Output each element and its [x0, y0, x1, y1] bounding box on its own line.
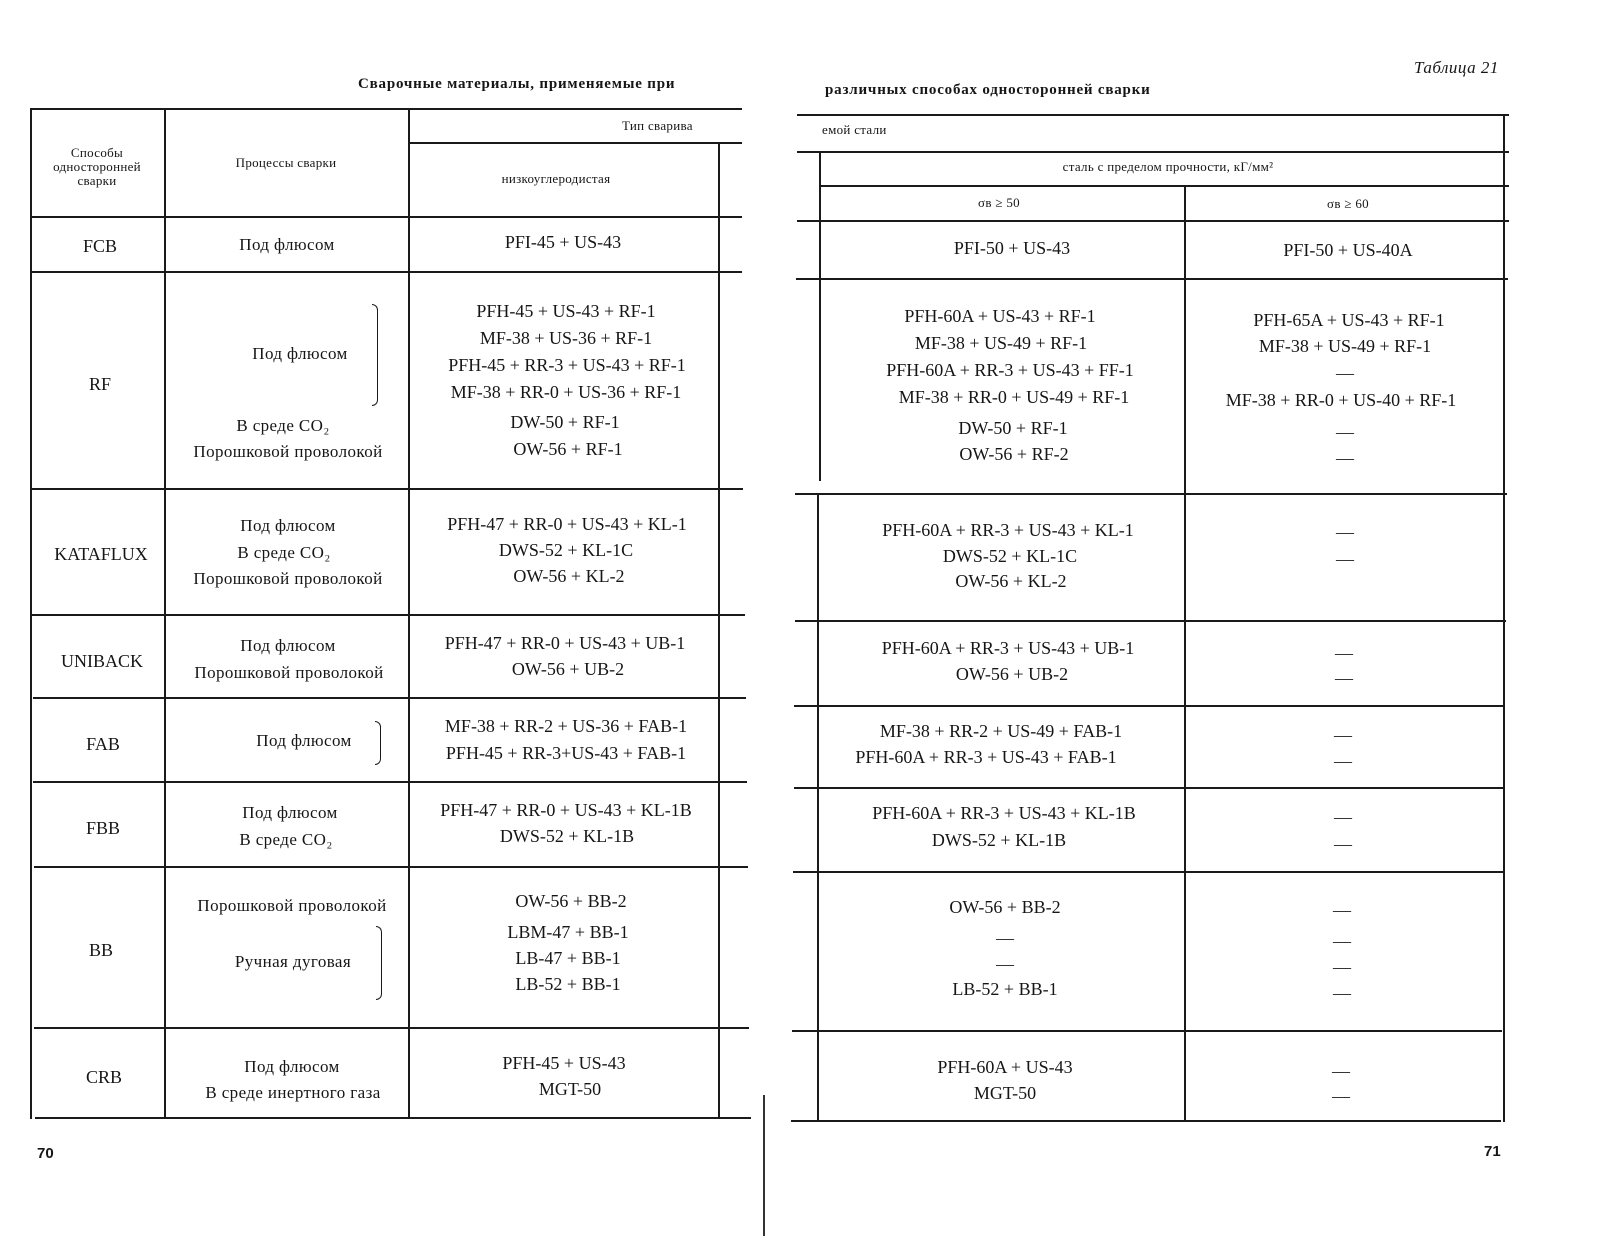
combo-cell: MF-38 + RR-2 + US-36 + FAB-1 — [444, 716, 688, 736]
dash-cell: — — [1333, 900, 1351, 920]
row-rule — [30, 271, 742, 273]
dash-cell: — — [1334, 834, 1352, 854]
header-steel-cont: емой стали — [822, 122, 887, 137]
combo-cell: PFH-60A + RR-3 + US-43 + FF-1 — [886, 360, 1134, 380]
dash-cell: — — [1333, 983, 1351, 1003]
row-rule — [31, 488, 743, 490]
process-cell: Порошковой проволокой — [194, 663, 384, 682]
combo-cell: PFH-60A + RR-3 + US-43 + KL-1B — [872, 803, 1136, 823]
dash-cell: — — [1336, 448, 1354, 468]
combo-cell: MF-38 + US-49 + RF-1 — [914, 333, 1088, 353]
combo-cell: MGT-50 — [538, 1079, 602, 1099]
row-rule — [32, 614, 745, 616]
dash-cell: — — [1336, 422, 1354, 442]
combo-cell: PFH-45 + US-43 + RF-1 — [476, 301, 656, 321]
combo-cell: DWS-52 + KL-1C — [498, 540, 634, 560]
col-rule — [30, 108, 32, 1119]
process-cell: В среде CO₂ — [236, 416, 330, 435]
table-top-rule — [797, 114, 1509, 116]
dash-cell: — — [1335, 668, 1353, 688]
combo-cell: MF-38 + RR-0 + US-49 + RF-1 — [898, 387, 1130, 407]
combo-cell: OW-56 + UB-2 — [955, 664, 1069, 684]
header-bottom-rule — [797, 220, 1509, 222]
row-rule — [34, 866, 748, 868]
combo-cell: PFH-47 + RR-0 + US-43 + UB-1 — [444, 633, 686, 653]
process-cell: В среде инертного газа — [205, 1083, 381, 1102]
method-cell: FBB — [85, 818, 121, 838]
row-rule — [796, 278, 1508, 280]
header-sub-rule — [410, 142, 742, 144]
brace-icon — [376, 926, 382, 1000]
combo-cell: OW-56 + KL-2 — [513, 566, 625, 586]
dash-cell: — — [1334, 751, 1352, 771]
combo-cell: DW-50 + RF-1 — [958, 418, 1068, 438]
combo-cell: PFH-60A + US-43 — [937, 1057, 1073, 1077]
header-sub-rule — [821, 185, 1509, 187]
table-bottom-rule — [791, 1120, 1501, 1122]
method-cell: FCB — [82, 236, 118, 256]
dash-cell: — — [1336, 363, 1354, 383]
combo-cell: DW-50 + RF-1 — [510, 412, 620, 432]
dash-cell: — — [1332, 1086, 1350, 1106]
combo-cell: LB-47 + BB-1 — [515, 948, 621, 968]
col-rule — [1184, 185, 1186, 1122]
process-cell: Под флюсом — [242, 803, 338, 822]
combo-cell: OW-56 + RF-2 — [959, 444, 1069, 464]
row-rule — [33, 781, 747, 783]
row-rule — [34, 1027, 749, 1029]
combo-cell: PFH-47 + RR-0 + US-43 + KL-1 — [447, 514, 687, 534]
combo-cell: DWS-52 + KL-1B — [499, 826, 635, 846]
combo-cell: MF-38 + US-49 + RF-1 — [1258, 336, 1432, 356]
process-cell: Под флюсом — [240, 516, 336, 535]
combo-cell: PFI-45 + US-43 — [504, 232, 622, 252]
dash-cell: — — [1335, 643, 1353, 663]
method-cell: RF — [88, 374, 112, 394]
row-rule — [795, 620, 1506, 622]
header-sigma60: σв ≥ 60 — [1327, 196, 1369, 211]
header-method: Способы односторонней сварки — [53, 145, 141, 188]
dash-cell: — — [1333, 931, 1351, 951]
col-rule — [718, 142, 720, 1119]
combo-cell: DWS-52 + KL-1C — [942, 546, 1078, 566]
process-cell: Под флюсом — [240, 636, 336, 655]
combo-cell: OW-56 + BB-2 — [949, 897, 1061, 917]
header-bottom-rule — [30, 216, 742, 218]
table-label: Таблица 21 — [1414, 58, 1499, 77]
row-rule — [33, 697, 746, 699]
table-top-rule — [30, 108, 742, 110]
header-low-carbon: низкоуглеродистая — [501, 171, 611, 186]
page-number: 71 — [1484, 1143, 1501, 1160]
combo-cell: MGT-50 — [973, 1083, 1037, 1103]
combo-cell: LBM-47 + BB-1 — [507, 922, 629, 942]
page-number: 70 — [37, 1145, 54, 1162]
header-sigma50: σв ≥ 50 — [978, 195, 1020, 210]
col-rule — [408, 108, 410, 1119]
combo-cell: PFH-60A + RR-3 + US-43 + FAB-1 — [855, 747, 1117, 767]
row-rule — [792, 1030, 1502, 1032]
row-rule — [794, 787, 1504, 789]
combo-cell: DWS-52 + KL-1B — [931, 830, 1067, 850]
header-process: Процессы сварки — [235, 155, 337, 170]
combo-cell: PFH-60A + US-43 + RF-1 — [904, 306, 1096, 326]
header-strength: сталь с пределом прочности, кГ/мм² — [1062, 159, 1274, 174]
header-sub-rule — [797, 151, 1509, 153]
process-cell: Под флюсом — [256, 731, 352, 750]
combo-cell: — — [996, 954, 1014, 974]
method-cell: KATAFLUX — [54, 544, 148, 564]
dash-cell: — — [1336, 549, 1354, 569]
brace-icon — [372, 304, 378, 406]
combo-cell: LB-52 + BB-1 — [952, 979, 1058, 999]
combo-cell: PFH-65A + US-43 + RF-1 — [1253, 310, 1445, 330]
dash-cell: — — [1336, 522, 1354, 542]
process-cell: Порошковой проволокой — [193, 569, 383, 588]
row-rule — [793, 871, 1503, 873]
brace-icon — [375, 721, 381, 765]
left-page-title: Сварочные материалы, применяемые при — [358, 76, 676, 92]
combo-cell: MF-38 + RR-0 + US-40 + RF-1 — [1225, 390, 1457, 410]
combo-cell: PFH-47 + RR-0 + US-43 + KL-1B — [440, 800, 692, 820]
col-rule — [817, 493, 819, 1122]
process-cell: Ручная дуговая — [234, 952, 352, 971]
col-rule — [164, 108, 166, 1119]
process-cell: В среде CO₂ — [237, 543, 331, 562]
table-bottom-rule — [35, 1117, 751, 1119]
method-cell: FAB — [86, 734, 120, 754]
header-type-of-weld: Тип сварива — [622, 118, 693, 133]
combo-cell: MF-38 + RR-0 + US-36 + RF-1 — [450, 382, 682, 402]
process-cell: Под флюсом — [244, 1057, 340, 1076]
combo-cell: LB-52 + BB-1 — [515, 974, 621, 994]
page-spine — [763, 1095, 765, 1236]
right-page-title: различных способах односторонней сварки — [825, 82, 1151, 98]
process-cell: Порошковой проволокой — [197, 896, 387, 915]
combo-cell: PFI-50 + US-40A — [1283, 240, 1413, 260]
process-cell: Под флюсом — [252, 344, 348, 363]
process-cell: В среде CO₂ — [239, 830, 333, 849]
combo-cell: PFH-45 + RR-3+US-43 + FAB-1 — [445, 743, 687, 763]
combo-cell: PFH-60A + RR-3 + US-43 + KL-1 — [882, 520, 1134, 540]
method-cell: UNIBACK — [60, 651, 144, 671]
process-cell: Порошковой проволокой — [193, 442, 383, 461]
combo-cell: OW-56 + KL-2 — [955, 571, 1067, 591]
col-rule — [819, 151, 821, 481]
method-cell: BB — [88, 940, 114, 960]
combo-cell: PFH-45 + RR-3 + US-43 + RF-1 — [448, 355, 686, 375]
combo-cell: PFH-60A + RR-3 + US-43 + UB-1 — [881, 638, 1135, 658]
row-rule — [794, 705, 1505, 707]
dash-cell: — — [1332, 1061, 1350, 1081]
row-rule — [795, 493, 1507, 495]
dash-cell: — — [1334, 807, 1352, 827]
col-rule — [1503, 114, 1505, 1122]
combo-cell: OW-56 + UB-2 — [511, 659, 625, 679]
process-cell: Под флюсом — [239, 235, 335, 254]
combo-cell: PFI-50 + US-43 — [953, 238, 1071, 258]
combo-cell: — — [996, 928, 1014, 948]
combo-cell: OW-56 + BB-2 — [515, 891, 627, 911]
dash-cell: — — [1333, 957, 1351, 977]
combo-cell: MF-38 + RR-2 + US-49 + FAB-1 — [879, 721, 1123, 741]
combo-cell: MF-38 + US-36 + RF-1 — [479, 328, 653, 348]
combo-cell: PFH-45 + US-43 — [502, 1053, 626, 1073]
dash-cell: — — [1334, 725, 1352, 745]
method-cell: CRB — [85, 1067, 123, 1087]
combo-cell: OW-56 + RF-1 — [513, 439, 623, 459]
